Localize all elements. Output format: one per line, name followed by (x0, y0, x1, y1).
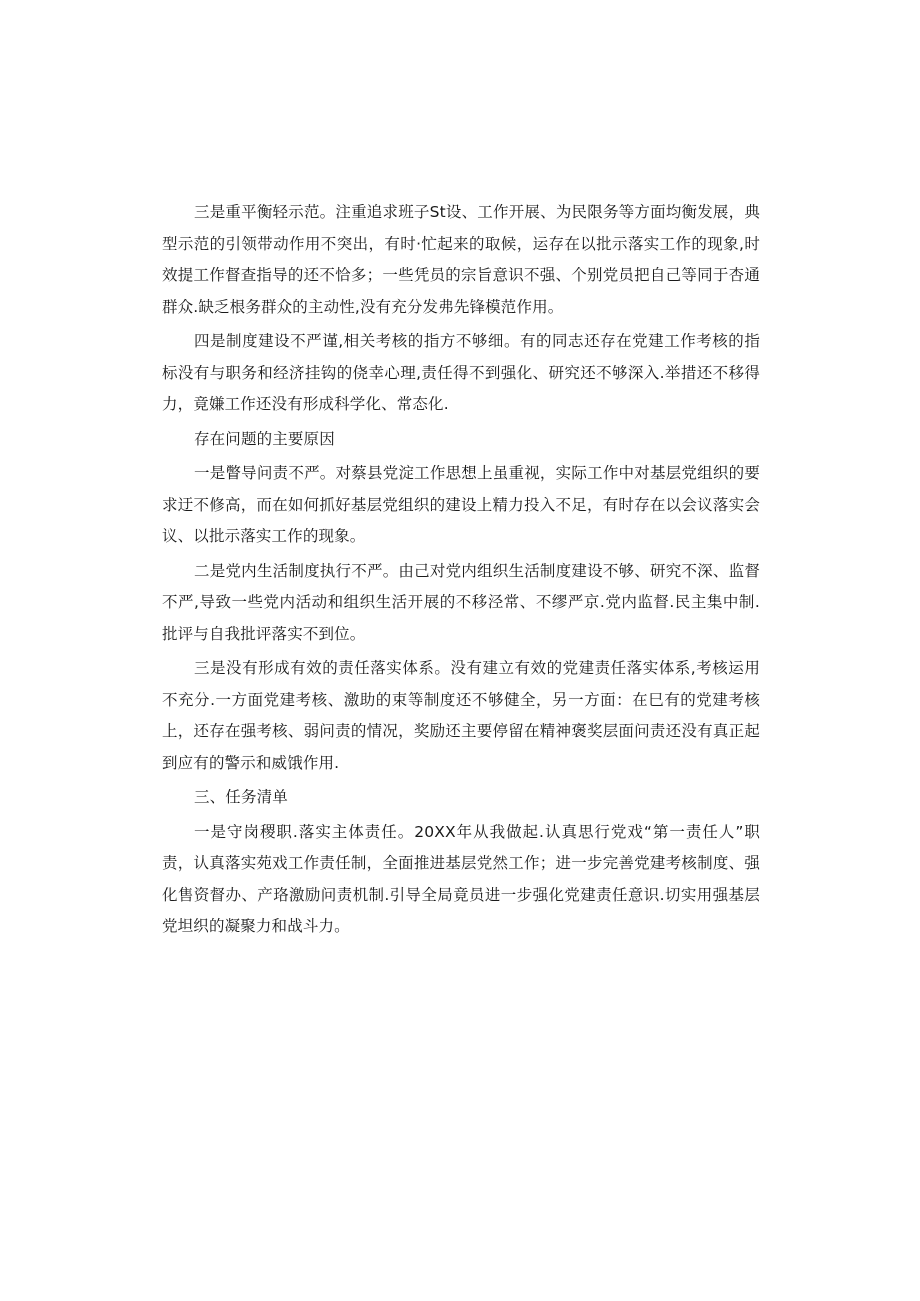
paragraph-responsibility-system: 三是没有形成有效的责任落实体系。没有建立有效的党建责任落实体系,考核运用不充分.一方面党建考核、激助的束等制度还不够健全，另一方面：在巳有的党建考核上，还存在强考核、弱问责的情况，奖励还主要停留在精神褒奖层面问责还没有真正起到应有的警示和威饿作用. (162, 659, 760, 772)
paragraph-supervision-accountability: 一是瞥导问责不严。对蔡县党淀工作思想上虽重视，实际工作中对基层党组织的要求迂不修高，而在如何抓好基层党组织的建设上精力投入不足，有时存在以会议落实会议、以批示落实工作的现象。 (162, 464, 760, 545)
section-heading-main-causes: 存在问题的主要原因 (194, 429, 335, 448)
section-heading-task-list: 三、任务清单 (194, 788, 288, 806)
document-body (162, 197, 760, 943)
paragraph-balance-vs-demonstration: 三是重平衡轻示范。注重追求班子St设、工作开展、为民限务等方面均衡发展，典型示范的引领带动作用不突出，有时·忙起来的取候，运存在以批示落实工作的现象,时效提工作督查指导的还不恰多；一些凭员的宗旨意识不强、个别党员把自己等同于杏通群众.缺乏根务群众的主动性,没有充分发弗先锋模范作用。 (162, 203, 760, 316)
paragraph-main-responsibility: 一是守岗稷职.落实主体责任。20XX年从我做起.认真思行党戏“第一责任人”职责，认真落实苑戏工作责任制，全面推进基层党然工作；进一步完善党建考核制度、强化售资督办、产珞激励问责机制.引导全局竟员进一步强化党建责任意识.切实用强基层党坦织的凝聚力和战斗力。 (162, 822, 760, 935)
paragraph-party-life-system: 二是党内生活制度执行不严。由己对党内组织生活制度建设不够、研究不深、监督不严,导致一些党内活动和组织生活开展的不移泾常、不缪严京.党内监督.民主集中制.批评与自我批评落实不到位。 (162, 561, 760, 643)
paragraph-institution-building: 四是制度建设不严谨,相关考核的指方不够细。有的同志还存在党建工作考核的指标没有与职务和经济挂钩的侥幸心理,责任得不到强化、研究还不够深入.举措还不移得力，竟嫌工作还没有形成科学化、常态化. (162, 332, 760, 413)
